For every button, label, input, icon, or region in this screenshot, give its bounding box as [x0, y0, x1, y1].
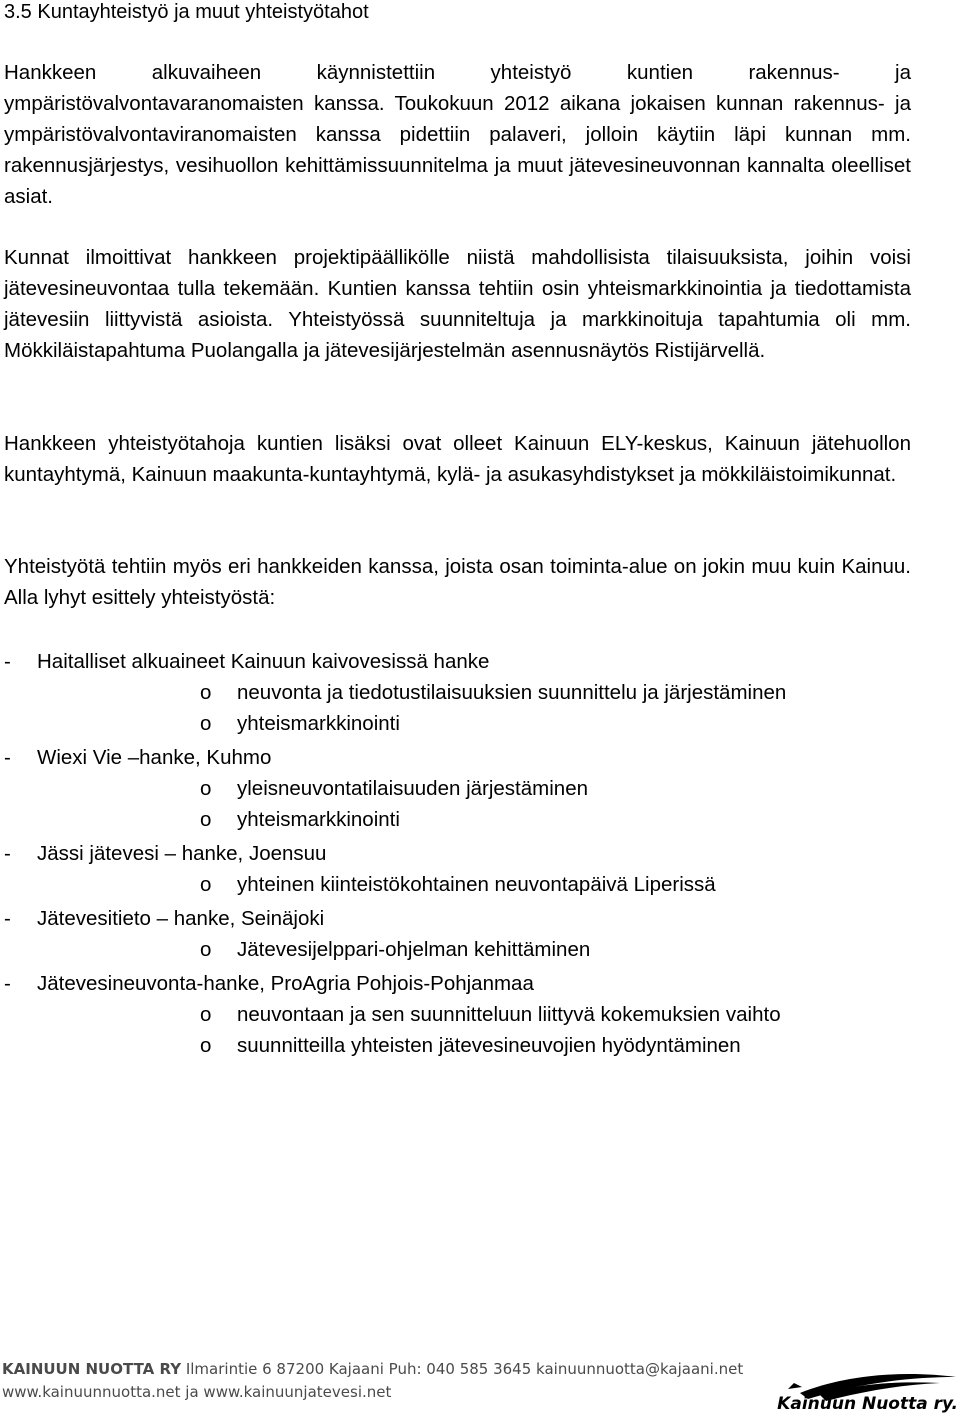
sub-item-text: yhteismarkkinointi — [237, 808, 400, 831]
sub-item-text: yleisneuvontatilaisuuden järjestäminen — [237, 777, 588, 800]
bullet-marker: o — [200, 873, 212, 896]
logo-wordmark: Kainuun Nuotta ry. — [777, 1394, 958, 1414]
dash-marker: - — [4, 972, 11, 995]
sub-item — [4, 804, 911, 835]
footer-contact-line — [2, 1360, 743, 1378]
footer-websites: www.kainuunnuotta.net ja www.kainuunjatevesi.net — [2, 1383, 392, 1401]
dash-marker: - — [4, 907, 11, 930]
list-item-title: Jässi jätevesi – hanke, Joensuu — [37, 842, 327, 865]
bullet-marker: o — [200, 808, 212, 831]
sub-item — [4, 869, 911, 900]
list-item — [4, 903, 911, 934]
list-item-title: Jätevesineuvonta-hanke, ProAgria Pohjois-Pohjanmaa — [37, 972, 534, 995]
bullet-marker: o — [200, 938, 212, 961]
list-item — [4, 742, 911, 773]
list-item-title: Jätevesitieto – hanke, Seinäjoki — [37, 907, 325, 930]
bullet-marker: o — [200, 777, 212, 800]
paragraph-1: Hankkeen alkuvaiheen käynnistettiin yhteistyö kuntien rakennus- ja ympäristövalvontavaranomaisten kanssa. Toukokuun 2012 aikana jokaisen kunnan rakennus- ja ympäristövalvontaviranomaisten kanssa pidettiin palaveri, jolloin käytiin läpi kunnan mm. rakennusjärjestys, vesihuollon kehittämissuunnitelma ja muut jätevesineuvonnan kannalta oleelliset asiat. — [4, 61, 911, 208]
bullet-marker: o — [200, 1034, 212, 1057]
bullet-marker: o — [200, 712, 212, 735]
sub-item — [4, 1030, 911, 1061]
dash-marker: - — [4, 650, 11, 673]
sub-item-text: yhteinen kiinteistökohtainen neuvontapäivä Liperissä — [237, 873, 716, 896]
list-item — [4, 838, 911, 869]
sub-item-text: Jätevesijelppari-ohjelman kehittäminen — [237, 938, 591, 961]
kainuun-nuotta-logo — [777, 1369, 960, 1416]
list-item — [4, 646, 911, 677]
paragraph-2: Kunnat ilmoittivat hankkeen projektipäällikölle niistä mahdollisista tilaisuuksista, joihin voisi jätevesineuvontaa tulla tekemään. Kuntien kanssa tehtiin osin yhteismarkkinointia ja tiedottamista jätevesiin liittyvistä asioista. Yhteistyössä suunniteltuja ja markkinoituja tapahtumia oli mm. Mökkiläistapahtuma Puolangalla ja jätevesijärjestelmän asennusnäytös Ristijärvellä. — [4, 246, 911, 362]
bullet-marker: o — [200, 1003, 212, 1026]
sub-item-text: neuvontaan ja sen suunnitteluun liittyvä kokemuksien vaihto — [237, 1003, 781, 1026]
sub-item — [4, 708, 911, 739]
sub-item — [4, 677, 911, 708]
sub-item — [4, 773, 911, 804]
dash-marker: - — [4, 842, 11, 865]
sub-item-text: yhteismarkkinointi — [237, 712, 400, 735]
footer-organization: KAINUUN NUOTTA RY — [2, 1360, 182, 1378]
list-item-title: Wiexi Vie –hanke, Kuhmo — [37, 746, 272, 769]
footer-address: Ilmarintie 6 87200 Kajaani Puh: 040 585 3645 kainuunnuotta@kajaani.net — [185, 1360, 744, 1378]
dash-marker: - — [4, 746, 11, 769]
document-page — [4, 0, 911, 1057]
list-item-title: Haitalliset alkuaineet Kainuun kaivovesissä hanke — [37, 650, 490, 673]
page-footer — [0, 1357, 960, 1416]
paragraph-3: Hankkeen yhteistyötahoja kuntien lisäksi ovat olleet Kainuun ELY-keskus, Kainuun jätehuollon kuntayhtymä, Kainuun maakunta-kuntayhtymä, kylä- ja asukasyhdistykset ja mökkiläistoimikunnat. — [4, 432, 911, 486]
sub-item — [4, 999, 911, 1030]
bullet-marker: o — [200, 681, 212, 704]
sub-item-text: suunnitteilla yhteisten jätevesineuvojien hyödyntäminen — [237, 1034, 741, 1057]
section-heading: 3.5 Kuntayhteistyö ja muut yhteistyötahot — [4, 1, 369, 23]
paragraph-4: Yhteistyötä tehtiin myös eri hankkeiden kanssa, joista osan toiminta-alue on jokin muu kuin Kainuu. Alla lyhyt esittely yhteistyöstä: — [4, 555, 911, 609]
project-list — [4, 646, 911, 1061]
sub-item-text: neuvonta ja tiedotustilaisuuksien suunnittelu ja järjestäminen — [237, 681, 787, 704]
list-item — [4, 968, 911, 999]
sub-item — [4, 934, 911, 965]
